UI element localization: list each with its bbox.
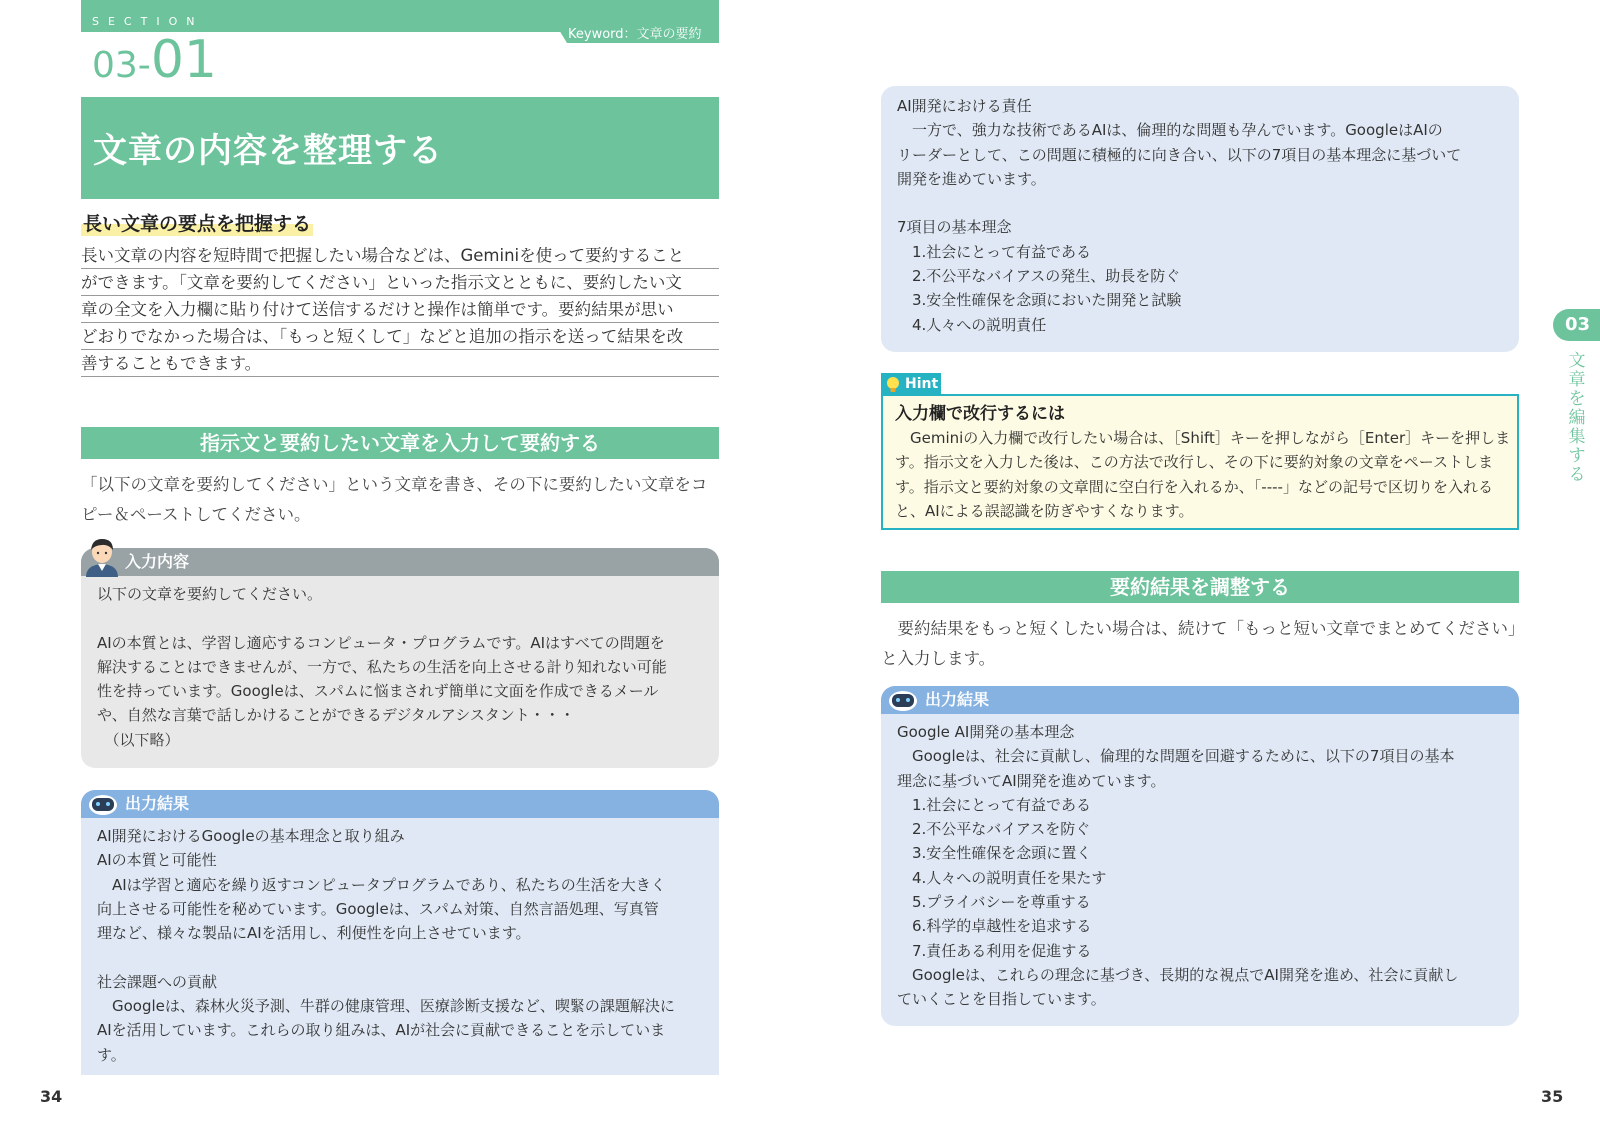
output-line: Googleは、森林火災予測、牛群の健康管理、医療診断支援など、喫緊の課題解決に bbox=[97, 997, 675, 1016]
page-number-right: 35 bbox=[1541, 1087, 1564, 1106]
hint-line: と、AIによる誤認識を防ぎやすくなります。 bbox=[895, 501, 1194, 520]
chapter-tab-label: 文章を編集する bbox=[1568, 351, 1586, 485]
output-line: Google AI開発の基本理念 bbox=[897, 723, 1075, 741]
input-line: 性を持っています。Googleは、スパムに悩まされず簡単に文面を作成できるメール bbox=[97, 682, 659, 701]
continued-line: 一方で、強力な技術であるAIは、倫理的な問題も孕んでいます。GoogleはAIの bbox=[897, 121, 1443, 140]
input-box-label: 入力内容 bbox=[125, 552, 190, 571]
lead-line: 長い文章の内容を短時間で把握したい場合などは、Geminiを使って要約すること bbox=[81, 242, 719, 269]
input-content-box bbox=[81, 548, 719, 768]
robot-icon bbox=[87, 792, 119, 816]
output-box-header bbox=[81, 790, 719, 818]
hint-box bbox=[881, 394, 1519, 530]
output-continued-box bbox=[881, 86, 1519, 352]
section-label: SECTION bbox=[92, 15, 204, 28]
section-heading-band: 要約結果を調整する bbox=[881, 571, 1519, 603]
continued-line: 1.社会にとって有益である bbox=[897, 242, 1092, 261]
page-title: 文章の内容を整理する bbox=[93, 131, 443, 171]
hint-line: Geminiの入力欄で改行したい場合は、［Shift］キーを押しながら［Enter］キーを押しま bbox=[895, 429, 1511, 447]
lead-line: ができます。「文章を要約してください」といった指示文とともに、要約したい文 bbox=[81, 269, 719, 296]
output-line: AIを活用しています。これらの取り組みは、AIが社会に貢献できることを示していま bbox=[97, 1021, 666, 1040]
output-line bbox=[97, 945, 703, 969]
input-line: （以下略） bbox=[97, 730, 180, 749]
output-line: 5.プライバシーを尊重する bbox=[897, 893, 1091, 912]
output-box-label: 出力結果 bbox=[125, 794, 190, 813]
output-box-body bbox=[81, 818, 719, 1075]
output-line: Googleは、社会に貢献し、倫理的な問題を回避するために、以下の7項目の基本 bbox=[897, 747, 1455, 766]
lead-line: 章の全文を入力欄に貼り付けて送信するだけと操作は簡単です。要約結果が思い bbox=[81, 296, 719, 323]
output-line: 3.安全性確保を念頭に置く bbox=[897, 844, 1092, 863]
section-number-prefix: 03- bbox=[92, 45, 151, 86]
lightbulb-icon bbox=[885, 376, 901, 394]
hint-line: す。指示文と要約対象の文章間に空白行を入れるか、「----」などの記号で区切りを入れる bbox=[895, 477, 1493, 496]
output-box-label: 出力結果 bbox=[925, 690, 990, 709]
adjust-paragraph: 要約結果をもっと短くしたい場合は、続けて「もっと短い文章でまとめてください」と入力します。 bbox=[881, 619, 1517, 668]
output-line: 6.科学的卓越性を追求する bbox=[897, 917, 1092, 936]
output-line: 理念に基づいてAI開発を進めています。 bbox=[897, 771, 1166, 790]
hint-line: す。指示文を入力した後は、この方法で改行し、その下に要約対象の文章をペーストしま bbox=[895, 453, 1494, 472]
output-result-box bbox=[881, 686, 1519, 1026]
continued-line: 3.安全性確保を念頭においた開発と試験 bbox=[897, 291, 1182, 310]
input-box-header bbox=[81, 548, 719, 576]
output-box-header bbox=[881, 686, 1519, 714]
hint-tab: Hint bbox=[881, 373, 941, 395]
output-line: 2.不公平なバイアスを防ぐ bbox=[897, 820, 1091, 839]
output-line: す。 bbox=[97, 1045, 126, 1064]
section-number-main: 01 bbox=[150, 30, 217, 90]
output-line: AIの本質と可能性 bbox=[97, 851, 217, 870]
lead-heading: 長い文章の要点を把握する bbox=[81, 209, 313, 236]
output-line: 理など、様々な製品にAIを活用し、利便性を向上させています。 bbox=[97, 924, 531, 943]
continued-line: AI開発における責任 bbox=[897, 97, 1032, 115]
instruction-paragraph: 「以下の文章を要約してください」という文章を書き、その下に要約したい文章をコピー＆ペーストしてください。 bbox=[81, 475, 708, 524]
input-line: や、自然な言葉で話しかけることができるデジタルアシスタント・・・ bbox=[97, 706, 575, 725]
continued-line bbox=[897, 191, 1503, 215]
input-line: 以下の文章を要約してください。 bbox=[97, 585, 323, 603]
robot-icon bbox=[887, 688, 919, 712]
continued-line: 2.不公平なバイアスの発生、助長を防ぐ bbox=[897, 267, 1181, 286]
output-line: 7.責任ある利用を促進する bbox=[897, 941, 1092, 960]
keyword-text: Keyword：文章の要約 bbox=[568, 27, 702, 42]
output-line: AIは学習と適応を繰り返すコンピュータプログラムであり、私たちの生活を大きく bbox=[97, 875, 666, 894]
section-heading-band: 指示文と要約したい文章を入力して要約する bbox=[81, 427, 719, 459]
continued-line: 開発を進めています。 bbox=[897, 169, 1046, 188]
chapter-tab: 03 bbox=[1553, 309, 1600, 341]
output-line: Googleは、これらの理念に基づき、長期的な視点でAI開発を進め、社会に貢献し bbox=[897, 965, 1459, 984]
input-box-body bbox=[81, 576, 719, 766]
hint-title: 入力欄で改行するには bbox=[895, 404, 1065, 424]
lead-line: 善することもできます。 bbox=[81, 350, 719, 377]
output-line: AI開発におけるGoogleの基本理念と取り組み bbox=[97, 827, 405, 845]
output-line: 向上させる可能性を秘めています。Googleは、スパム対策、自然言語処理、写真管 bbox=[97, 899, 659, 918]
output-box-body bbox=[881, 714, 1519, 1026]
input-line: AIの本質とは、学習し適応するコンピュータ・プログラムです。AIはすべての問題を bbox=[97, 633, 665, 652]
output-line: 社会課題への貢献 bbox=[97, 972, 218, 991]
input-line bbox=[97, 606, 703, 630]
output-line: ていくことを目指しています。 bbox=[897, 990, 1106, 1009]
section-number bbox=[92, 30, 217, 90]
page-number-left: 34 bbox=[40, 1087, 63, 1106]
continued-line: 7項目の基本理念 bbox=[897, 218, 1012, 237]
lead-line: どおりでなかった場合は、「もっと短くして」などと追加の指示を送って結果を改 bbox=[81, 323, 719, 350]
continued-line: リーダーとして、この問題に積極的に向き合い、以下の7項目の基本理念に基づいて bbox=[897, 145, 1462, 164]
continued-line: 4.人々への説明責任 bbox=[897, 315, 1047, 334]
person-avatar-icon bbox=[84, 535, 120, 577]
output-line: 4.人々への説明責任を果たす bbox=[897, 868, 1107, 887]
input-line: 解決することはできませんが、一方で、私たちの生活を向上させる計り知れない可能 bbox=[97, 657, 667, 676]
hint-body bbox=[895, 426, 1511, 523]
output-line: 1.社会にとって有益である bbox=[897, 795, 1092, 814]
output-result-box bbox=[81, 790, 719, 1075]
lead-body bbox=[81, 242, 719, 377]
